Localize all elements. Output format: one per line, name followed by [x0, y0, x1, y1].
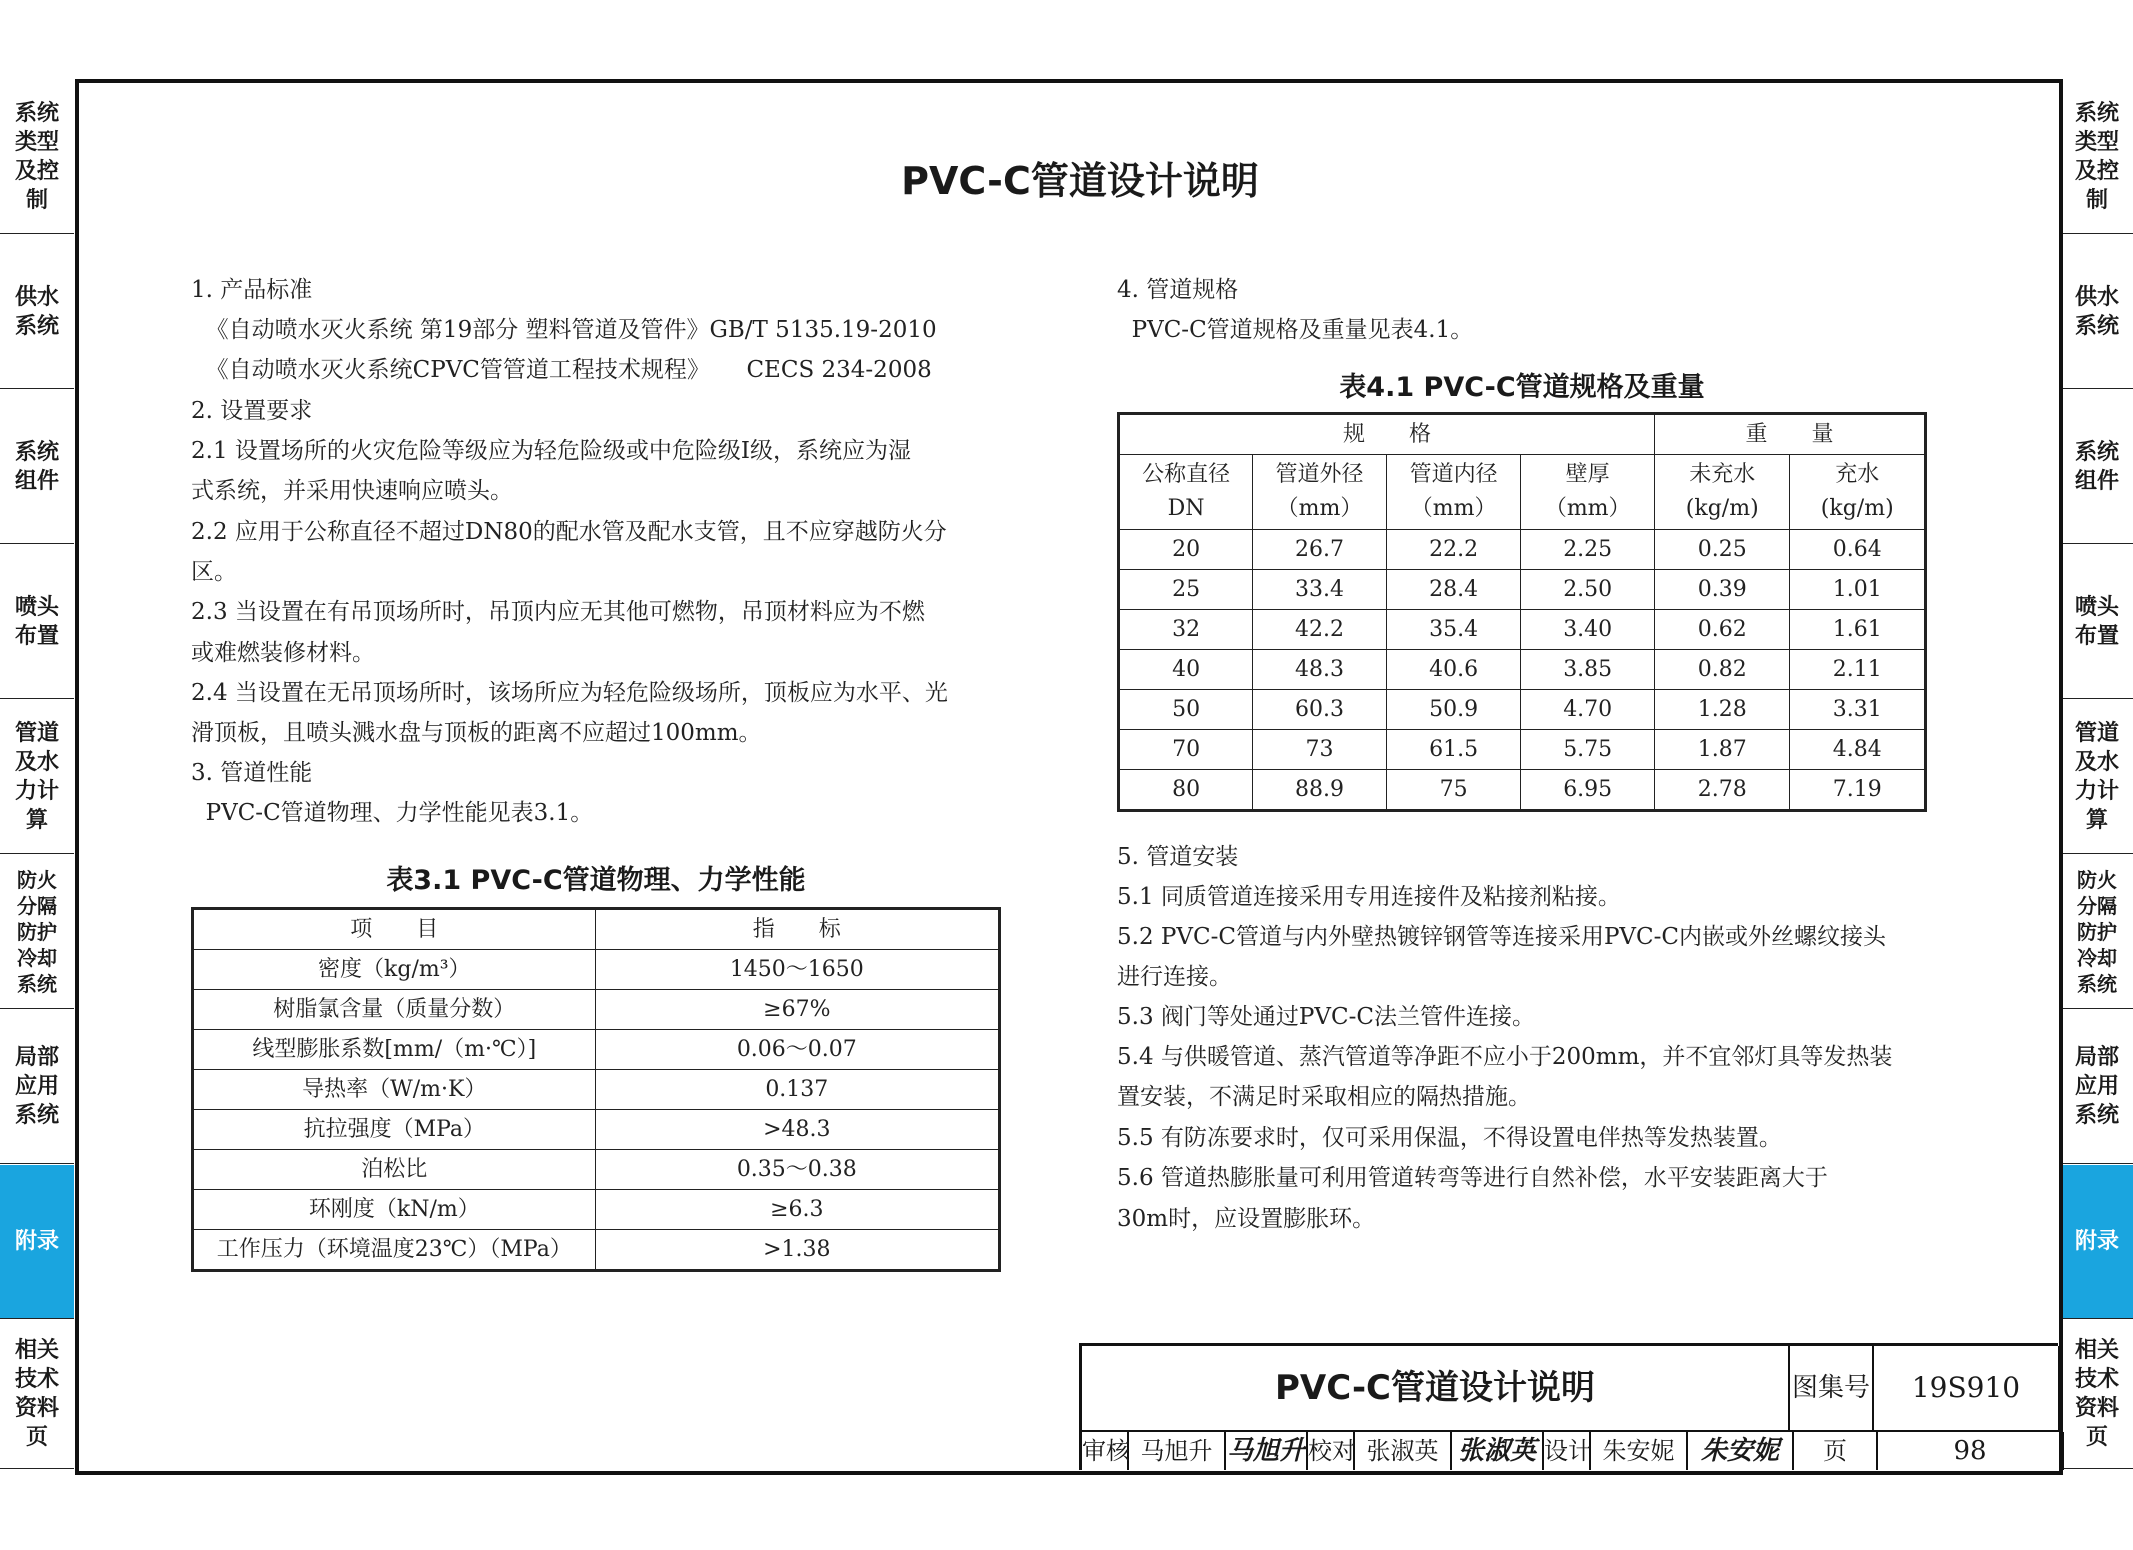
title-block — [1079, 1343, 2058, 1470]
table-header-cell: 项 目 — [193, 909, 596, 950]
left-text-block — [191, 270, 1021, 830]
page-label: 页 — [1794, 1432, 1878, 1470]
table-row — [193, 1230, 1000, 1271]
side-tab-local-application[interactable]: 局部应用系统 — [0, 1010, 74, 1164]
text-line: 4. 管道规格 — [1117, 277, 1239, 303]
table-cell: 50.9 — [1386, 690, 1521, 730]
side-tab-components[interactable]: 系统组件 — [2060, 390, 2133, 544]
table-header-cell: 壁厚 （mm） — [1521, 455, 1655, 530]
table-header-cell: 重 量 — [1654, 414, 1925, 455]
text-line: 5.2 PVC-C管道与内外壁热镀锌钢管等连接采用PVC-C内嵌或外丝螺纹接头 — [1117, 924, 1886, 950]
table-cell: 2.11 — [1790, 650, 1926, 690]
text-line: 2.4 当设置在无吊顶场所时，该场所应为轻危险级场所，顶板应为水平、光 — [191, 680, 948, 706]
side-tab-system-type[interactable]: 系统类型及控制 — [2060, 80, 2133, 234]
side-tab-piping-hydraulics[interactable]: 管道及水力计算 — [0, 700, 74, 854]
table-cell: 7.19 — [1790, 770, 1926, 811]
table-row — [193, 950, 1000, 990]
table-cell: 线型膨胀系数[mm/（m·℃）] — [193, 1030, 596, 1070]
side-tab-water-supply[interactable]: 供水系统 — [0, 235, 74, 389]
table-cell: ≥67% — [595, 990, 999, 1030]
reviewer-signature: 马旭升 — [1226, 1432, 1308, 1470]
right-text-bottom — [1117, 837, 1947, 1247]
table-cell: 25 — [1119, 570, 1253, 610]
table-row — [193, 1110, 1000, 1150]
text-line: 5.5 有防冻要求时，仅可采用保温，不得设置电伴热等发热装置。 — [1117, 1125, 1782, 1151]
text-line: 2.1 设置场所的火灾危险等级应为轻危险级或中危险级Ⅰ级，系统应为湿 — [191, 438, 911, 464]
table-cell: 6.95 — [1521, 770, 1655, 811]
table-cell: 61.5 — [1386, 730, 1521, 770]
table-cell: 22.2 — [1386, 530, 1521, 570]
text-line: 1. 产品标准 — [191, 277, 313, 303]
table31-caption: 表3.1 PVC-C管道物理、力学性能 — [386, 865, 806, 896]
table-cell: 3.85 — [1521, 650, 1655, 690]
table-cell: 抗拉强度（MPa） — [193, 1110, 596, 1150]
table-row — [1119, 570, 1926, 610]
table-header-cell: 指 标 — [595, 909, 999, 950]
text-line: 5.4 与供暖管道、蒸汽管道等净距不应小于200mm，并不宜邻灯具等发热装 — [1117, 1044, 1893, 1070]
table-header-cell: 未充水 (kg/m) — [1654, 455, 1789, 530]
table-cell: 26.7 — [1253, 530, 1387, 570]
table-header-cell: 管道外径 （mm） — [1253, 455, 1387, 530]
table-cell: 0.06～0.07 — [595, 1030, 999, 1070]
page-title: PVC-C管道设计说明 — [901, 159, 1259, 203]
table-cell: 1.61 — [1790, 610, 1926, 650]
table-cell: >48.3 — [595, 1110, 999, 1150]
text-line: 5.1 同质管道连接采用专用连接件及粘接剂粘接。 — [1117, 884, 1621, 910]
side-tab-fire-separation[interactable]: 防火分隔防护冷却系统 — [0, 855, 74, 1009]
table-cell: 50 — [1119, 690, 1253, 730]
side-tab-piping-hydraulics[interactable]: 管道及水力计算 — [2060, 700, 2133, 854]
table-cell: 75 — [1386, 770, 1521, 811]
table-cell: 60.3 — [1253, 690, 1387, 730]
text-line: PVC-C管道规格及重量见表4.1。 — [1117, 317, 1474, 343]
table-group-header-row — [1119, 414, 1926, 455]
table-pvc-specs — [1117, 412, 1927, 812]
side-tab-related-info[interactable]: 相关技术资料页 — [2060, 1320, 2133, 1469]
text-line: 2. 设置要求 — [191, 398, 313, 424]
design-label: 设计 — [1544, 1432, 1591, 1470]
text-line: 《自动喷水灭火系统CPVC管管道工程技术规程》 CECS 234-2008 — [191, 357, 932, 383]
table-cell: 40.6 — [1386, 650, 1521, 690]
reviewer-name: 马旭升 — [1129, 1432, 1226, 1470]
side-tab-local-application[interactable]: 局部应用系统 — [2060, 1010, 2133, 1164]
text-line: 5. 管道安装 — [1117, 844, 1239, 870]
side-tab-appendix[interactable]: 附录 — [2060, 1165, 2133, 1319]
table-cell: 40 — [1119, 650, 1253, 690]
table-header-cell: 管道内径 （mm） — [1386, 455, 1521, 530]
table-cell: 1.01 — [1790, 570, 1926, 610]
table-cell: 1.87 — [1654, 730, 1789, 770]
table-cell: 密度（kg/m³） — [193, 950, 596, 990]
table-cell: 3.31 — [1790, 690, 1926, 730]
table-cell: 泊松比 — [193, 1150, 596, 1190]
side-tab-sprinkler-layout[interactable]: 喷头布置 — [0, 545, 74, 699]
review-label: 审核 — [1082, 1432, 1129, 1470]
table-row — [193, 1070, 1000, 1110]
table-header-cell: 充水 (kg/m) — [1790, 455, 1926, 530]
table-cell: 5.75 — [1521, 730, 1655, 770]
table-cell: 0.82 — [1654, 650, 1789, 690]
table-row — [193, 990, 1000, 1030]
text-line: 置安装，不满足时采取相应的隔热措施。 — [1117, 1084, 1531, 1110]
atlas-number: 19S910 — [1874, 1346, 2060, 1432]
table-cell: 35.4 — [1386, 610, 1521, 650]
side-tab-fire-separation[interactable]: 防火分隔防护冷却系统 — [2060, 855, 2133, 1009]
table-cell: 80 — [1119, 770, 1253, 811]
table-cell: 70 — [1119, 730, 1253, 770]
table-cell: 树脂氯含量（质量分数） — [193, 990, 596, 1030]
table-row — [193, 1030, 1000, 1070]
table-cell: 3.40 — [1521, 610, 1655, 650]
table-header-cell: 规 格 — [1119, 414, 1655, 455]
table-row — [1119, 690, 1926, 730]
text-line: 2.2 应用于公称直径不超过DN80的配水管及配水支管，且不应穿越防火分 — [191, 519, 947, 545]
checker-signature: 张淑英 — [1452, 1432, 1544, 1470]
table-row — [193, 1150, 1000, 1190]
table-cell: 0.64 — [1790, 530, 1926, 570]
side-tab-appendix[interactable]: 附录 — [0, 1165, 74, 1319]
table-header-row — [193, 909, 1000, 950]
table-row — [1119, 730, 1926, 770]
table-cell: 33.4 — [1253, 570, 1387, 610]
table-cell: 0.35～0.38 — [595, 1150, 999, 1190]
table-cell: 42.2 — [1253, 610, 1387, 650]
text-line: 区。 — [191, 559, 237, 585]
table-cell: 32 — [1119, 610, 1253, 650]
table-row — [1119, 610, 1926, 650]
designer-name: 朱安妮 — [1591, 1432, 1688, 1470]
table-pvc-properties — [191, 907, 1001, 1272]
table-cell: 20 — [1119, 530, 1253, 570]
title-block-name: PVC-C管道设计说明 — [1082, 1346, 1790, 1432]
table-header-row — [1119, 455, 1926, 530]
table-cell: 28.4 — [1386, 570, 1521, 610]
table-cell: 1.28 — [1654, 690, 1789, 730]
table-cell: 4.70 — [1521, 690, 1655, 730]
table-cell: 0.39 — [1654, 570, 1789, 610]
right-text-top — [1117, 270, 1947, 352]
table-cell: 2.25 — [1521, 530, 1655, 570]
text-line: PVC-C管道物理、力学性能见表3.1。 — [191, 800, 594, 826]
table-row — [1119, 650, 1926, 690]
table-cell: 2.50 — [1521, 570, 1655, 610]
text-line: 2.3 当设置在有吊顶场所时，吊顶内应无其他可燃物，吊顶材料应为不燃 — [191, 599, 925, 625]
table-cell: 导热率（W/m·K） — [193, 1070, 596, 1110]
side-tab-sprinkler-layout[interactable]: 喷头布置 — [2060, 545, 2133, 699]
table41-caption: 表4.1 PVC-C管道规格及重量 — [1339, 372, 1705, 403]
table-cell: 2.78 — [1654, 770, 1789, 811]
text-line: 滑顶板，且喷头溅水盘与顶板的距离不应超过100mm。 — [191, 720, 762, 746]
title-block-signatures — [1082, 1432, 2064, 1470]
side-tab-water-supply[interactable]: 供水系统 — [2060, 235, 2133, 389]
side-tab-related-info[interactable]: 相关技术资料页 — [0, 1320, 74, 1469]
check-label: 校对 — [1308, 1432, 1355, 1470]
table-cell: 环刚度（kN/m） — [193, 1190, 596, 1230]
table-cell: 0.25 — [1654, 530, 1789, 570]
text-line: 30m时，应设置膨胀环。 — [1117, 1206, 1376, 1232]
table-cell: 48.3 — [1253, 650, 1387, 690]
table-cell: 88.9 — [1253, 770, 1387, 811]
table-cell: 0.62 — [1654, 610, 1789, 650]
table-cell: 0.137 — [595, 1070, 999, 1110]
text-line: 《自动喷水灭火系统 第19部分 塑料管道及管件》GB/T 5135.19-2010 — [191, 317, 937, 343]
table-row — [1119, 530, 1926, 570]
text-line: 5.3 阀门等处通过PVC-C法兰管件连接。 — [1117, 1004, 1535, 1030]
text-line: 进行连接。 — [1117, 964, 1232, 990]
table-row — [1119, 770, 1926, 811]
atlas-number-label: 图集号 — [1790, 1346, 1874, 1432]
side-tab-system-type[interactable]: 系统类型及控制 — [0, 80, 74, 234]
table-header-cell: 公称直径 DN — [1119, 455, 1253, 530]
page-number: 98 — [1878, 1432, 2064, 1470]
table-cell: >1.38 — [595, 1230, 999, 1271]
text-line: 式系统，并采用快速响应喷头。 — [191, 478, 513, 504]
text-line: 5.6 管道热膨胀量可利用管道转弯等进行自然补偿，水平安装距离大于 — [1117, 1165, 1828, 1191]
designer-signature: 朱安妮 — [1688, 1432, 1794, 1470]
table-cell: 1450～1650 — [595, 950, 999, 990]
checker-name: 张淑英 — [1355, 1432, 1452, 1470]
table-cell: 工作压力（环境温度23℃）（MPa） — [193, 1230, 596, 1271]
table-cell: 4.84 — [1790, 730, 1926, 770]
table-cell: 73 — [1253, 730, 1387, 770]
side-tab-components[interactable]: 系统组件 — [0, 390, 74, 544]
text-line: 3. 管道性能 — [191, 760, 313, 786]
table-cell: ≥6.3 — [595, 1190, 999, 1230]
table-row — [193, 1190, 1000, 1230]
text-line: 或难燃装修材料。 — [191, 640, 375, 666]
